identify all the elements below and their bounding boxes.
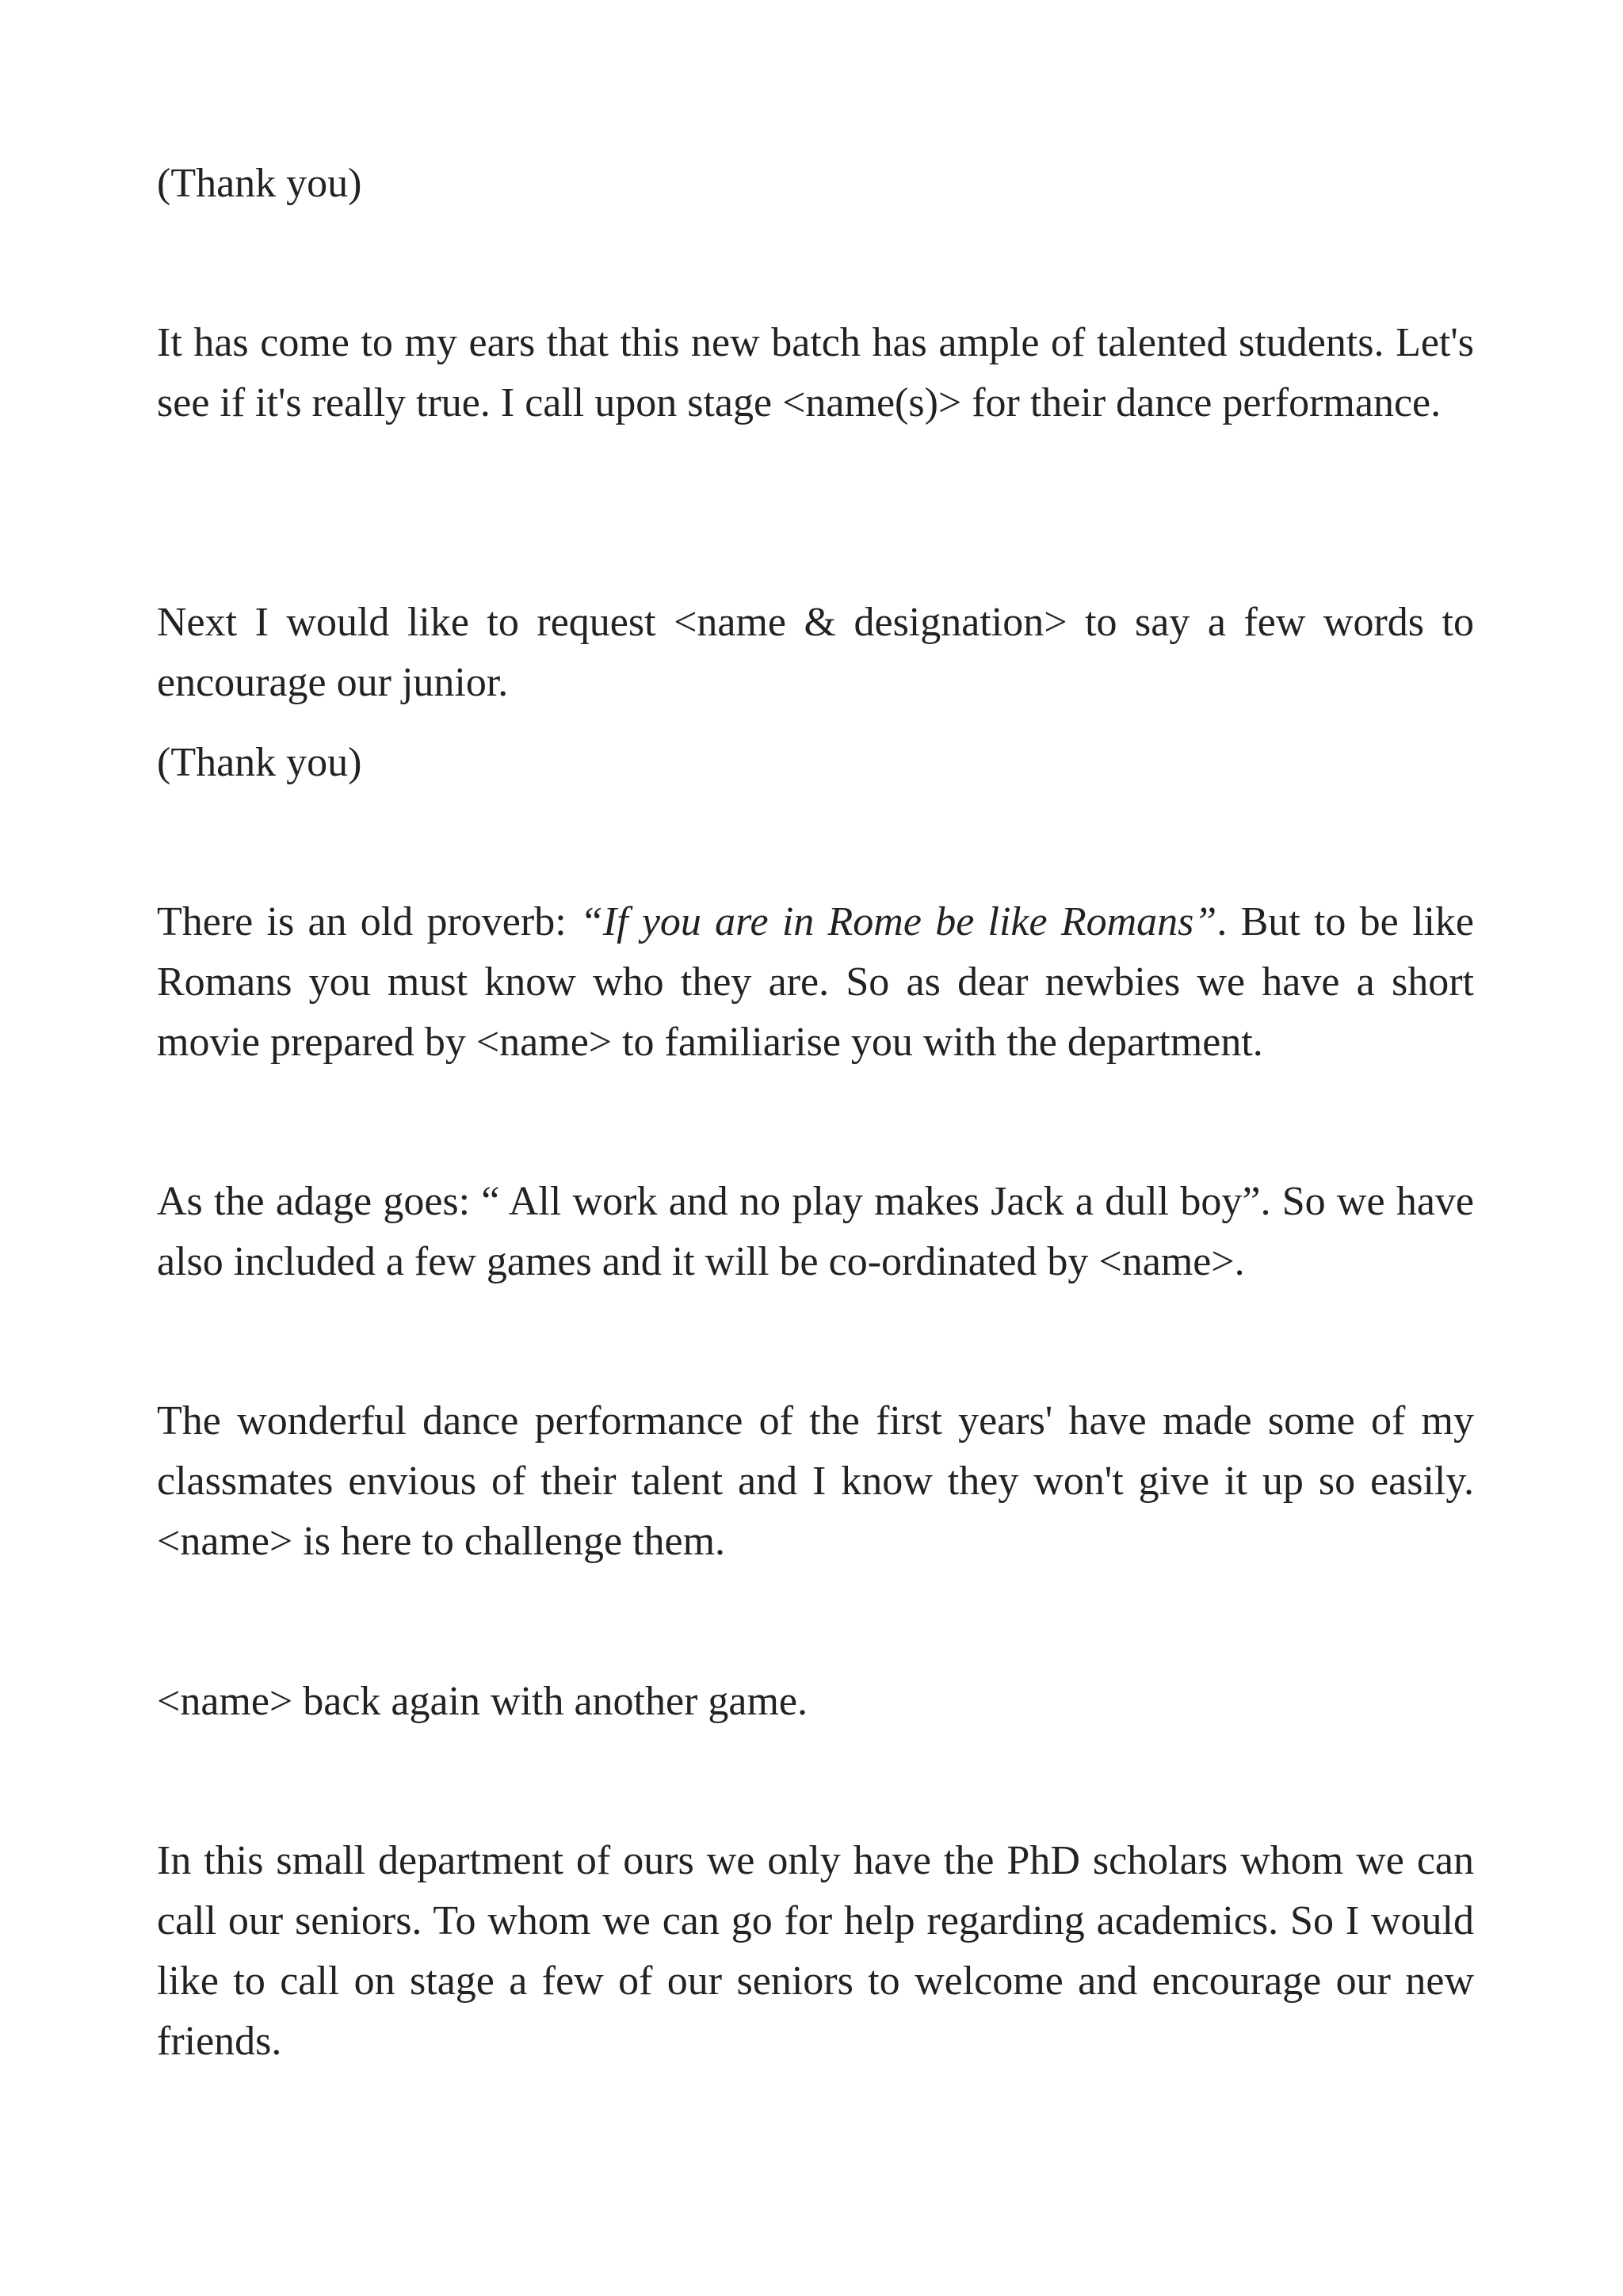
paragraph-thank-you-2: (Thank you) [157, 740, 362, 785]
proverb-quote: “If you are in Rome be like Romans” [579, 899, 1217, 944]
paragraph-another-game: <name> back again with another game. [157, 1679, 808, 1724]
paragraph-phd-seniors: In this small department of ours we only have the PhD scholars whom we can call our seniors. To whom we can go for help regarding academics. So I would like to call on stage a few of our seniors to welcome and encourage our new friends. [157, 1838, 1474, 2064]
proverb-intro: There is an old proverb: [157, 899, 580, 944]
paragraph-dance-challenge: The wonderful dance performance of the first years' have made some of my classmates envious of their talent and I know they won't give it up so easily. <name> is here to challenge them. [157, 1398, 1474, 1564]
proverb-continuation: . But to be like Romans you must know who they are. So as dear newbies we have a short movie prepared by <name> to familiarise you with the department. [157, 899, 1474, 1065]
paragraph-rome-proverb [157, 892, 1474, 1073]
paragraph-request-words: Next I would like to request <name & designation> to say a few words to encourage our junior. [157, 600, 1474, 705]
paragraph-thank-you-1: (Thank you) [157, 161, 362, 206]
paragraph-talented-students: It has come to my ears that this new batch has ample of talented students. Let's see if it's really true. I call upon stage <name(s)> for their dance performance. [157, 320, 1474, 425]
paragraph-adage-games: As the adage goes: “ All work and no play makes Jack a dull boy”. So we have also included a few games and it will be co-ordinated by <name>. [157, 1179, 1474, 1284]
